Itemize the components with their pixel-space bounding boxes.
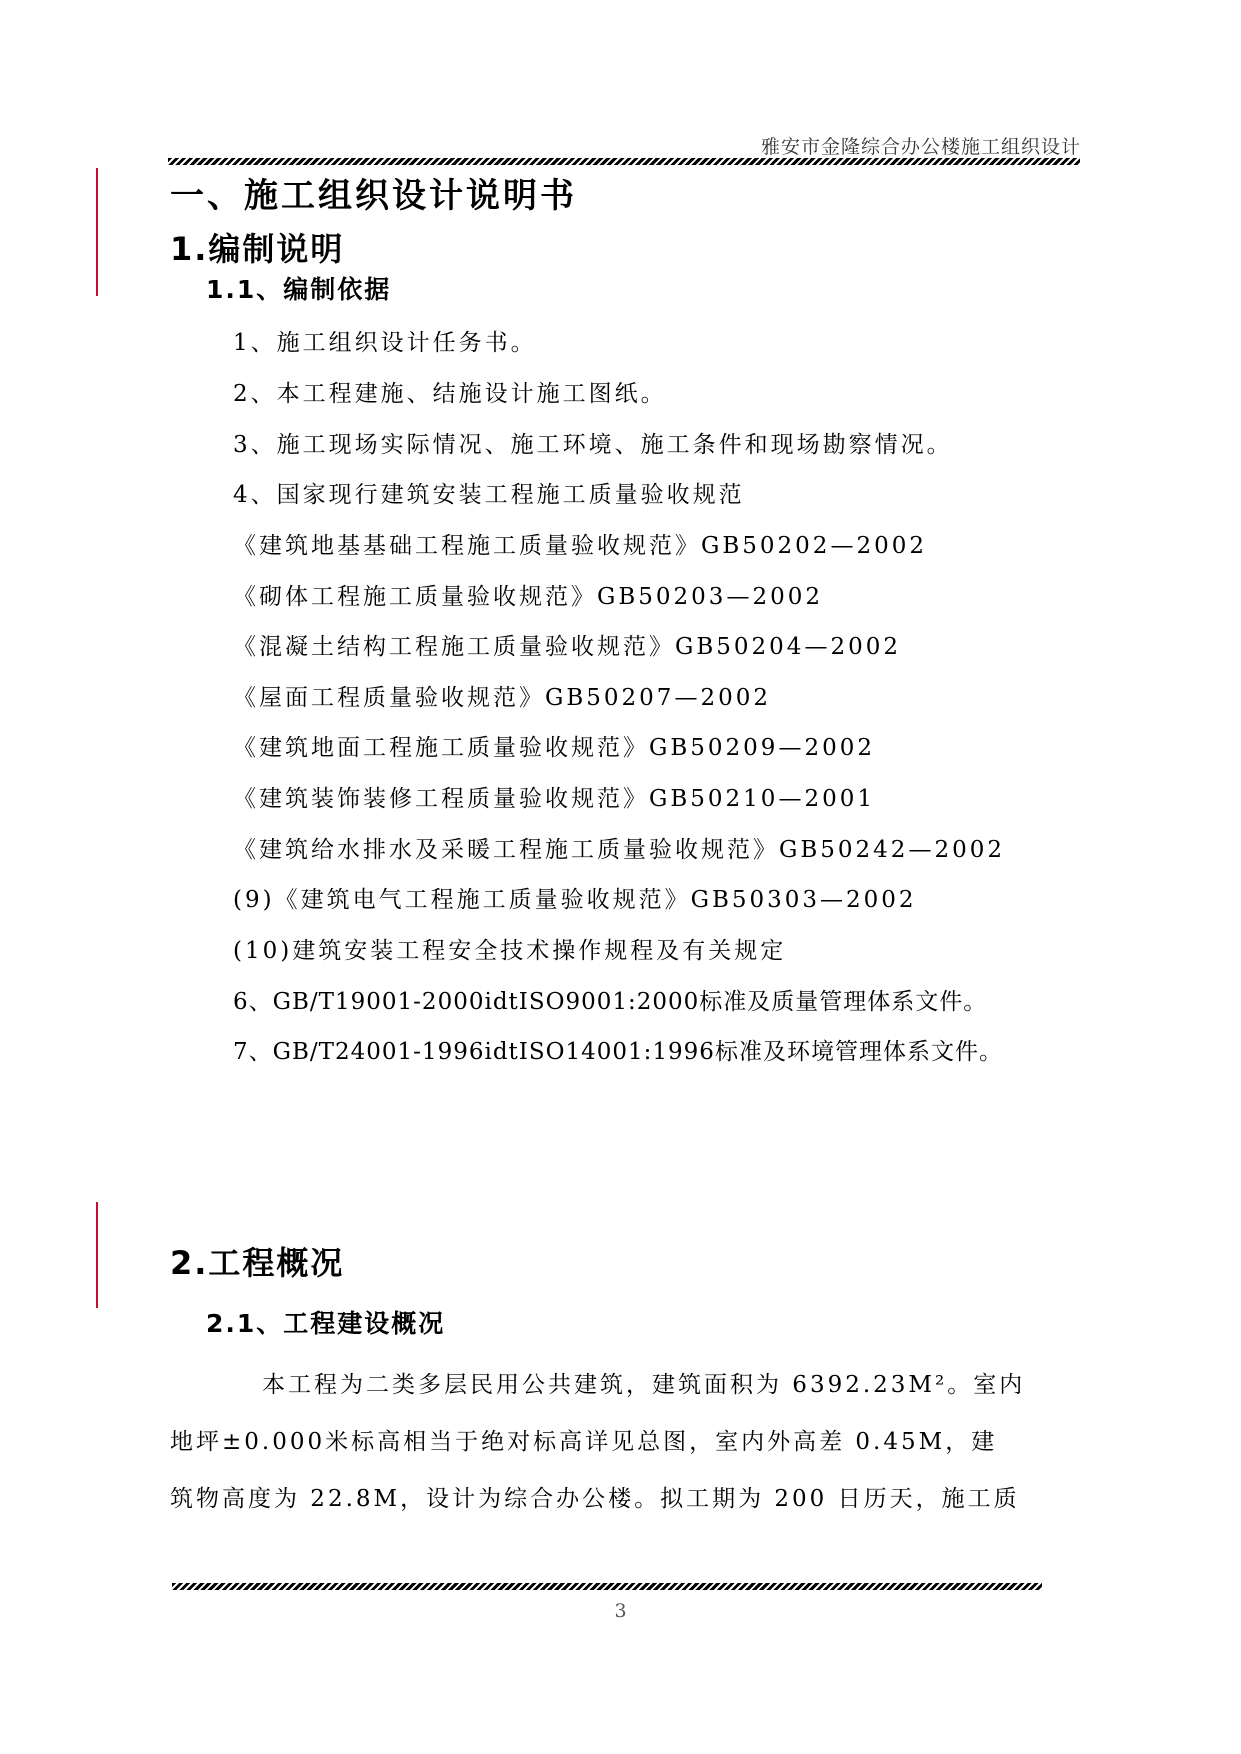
overview-paragraph xyxy=(170,1357,1070,1528)
basis-item: 2、本工程建施、结施设计施工图纸。 xyxy=(233,381,667,407)
standard-item: 《混凝土结构工程施工质量验收规范》GB50204—2002 xyxy=(233,634,901,660)
standard-item: 《建筑装饰装修工程质量验收规范》GB50210—2001 xyxy=(233,786,875,812)
standard-item: (10)建筑安装工程安全技术操作规程及有关规定 xyxy=(233,938,787,964)
standard-item: 《建筑地基基础工程施工质量验收规范》GB50202—2002 xyxy=(233,533,927,559)
subheading-basis: 1.1、编制依据 xyxy=(206,275,392,304)
paragraph-line: 地坪±0.000米标高相当于绝对标高详见总图，室内外高差 0.45M，建 xyxy=(170,1429,998,1455)
paragraph-line: 本工程为二类多层民用公共建筑，建筑面积为 6392.23M²。室内 xyxy=(262,1372,1026,1398)
basis-item: 1、施工组织设计任务书。 xyxy=(233,330,537,356)
margin-mark xyxy=(96,1202,98,1308)
paragraph-line: 筑物高度为 22.8M，设计为综合办公楼。拟工期为 200 日历天，施工质 xyxy=(170,1486,1020,1512)
standard-item: 《砌体工程施工质量验收规范》GB50203—2002 xyxy=(233,584,823,610)
standard-item: 《建筑地面工程施工质量验收规范》GB50209—2002 xyxy=(233,735,875,761)
footer-rule xyxy=(172,1583,1042,1590)
section-title: 一、施工组织设计说明书 xyxy=(170,176,577,216)
page-number: 3 xyxy=(614,1600,627,1622)
basis-item: 3、施工现场实际情况、施工环境、施工条件和现场勘察情况。 xyxy=(233,432,953,458)
basis-item: 4、国家现行建筑安装工程施工质量验收规范 xyxy=(233,482,745,508)
margin-mark xyxy=(96,168,98,296)
standard-item: (9)《建筑电气工程施工质量验收规范》GB50303—2002 xyxy=(233,887,917,913)
basis-item: 6、GB/T19001-2000idtISO9001:2000标准及质量管理体系文件。 xyxy=(233,989,988,1015)
subheading-construction: 2.1、工程建设概况 xyxy=(206,1309,446,1338)
header-title: 雅安市金隆综合办公楼施工组织设计 xyxy=(760,136,1081,158)
basis-item: 7、GB/T24001-1996idtISO14001:1996标准及环境管理体系文件。 xyxy=(233,1039,1003,1065)
standard-item: 《建筑给水排水及采暖工程施工质量验收规范》GB50242—2002 xyxy=(233,837,1005,863)
header-rule xyxy=(168,158,1080,165)
standard-item: 《屋面工程质量验收规范》GB50207—2002 xyxy=(233,685,771,711)
heading-compilation: 1.编制说明 xyxy=(170,230,345,268)
heading-overview: 2.工程概况 xyxy=(170,1244,345,1282)
